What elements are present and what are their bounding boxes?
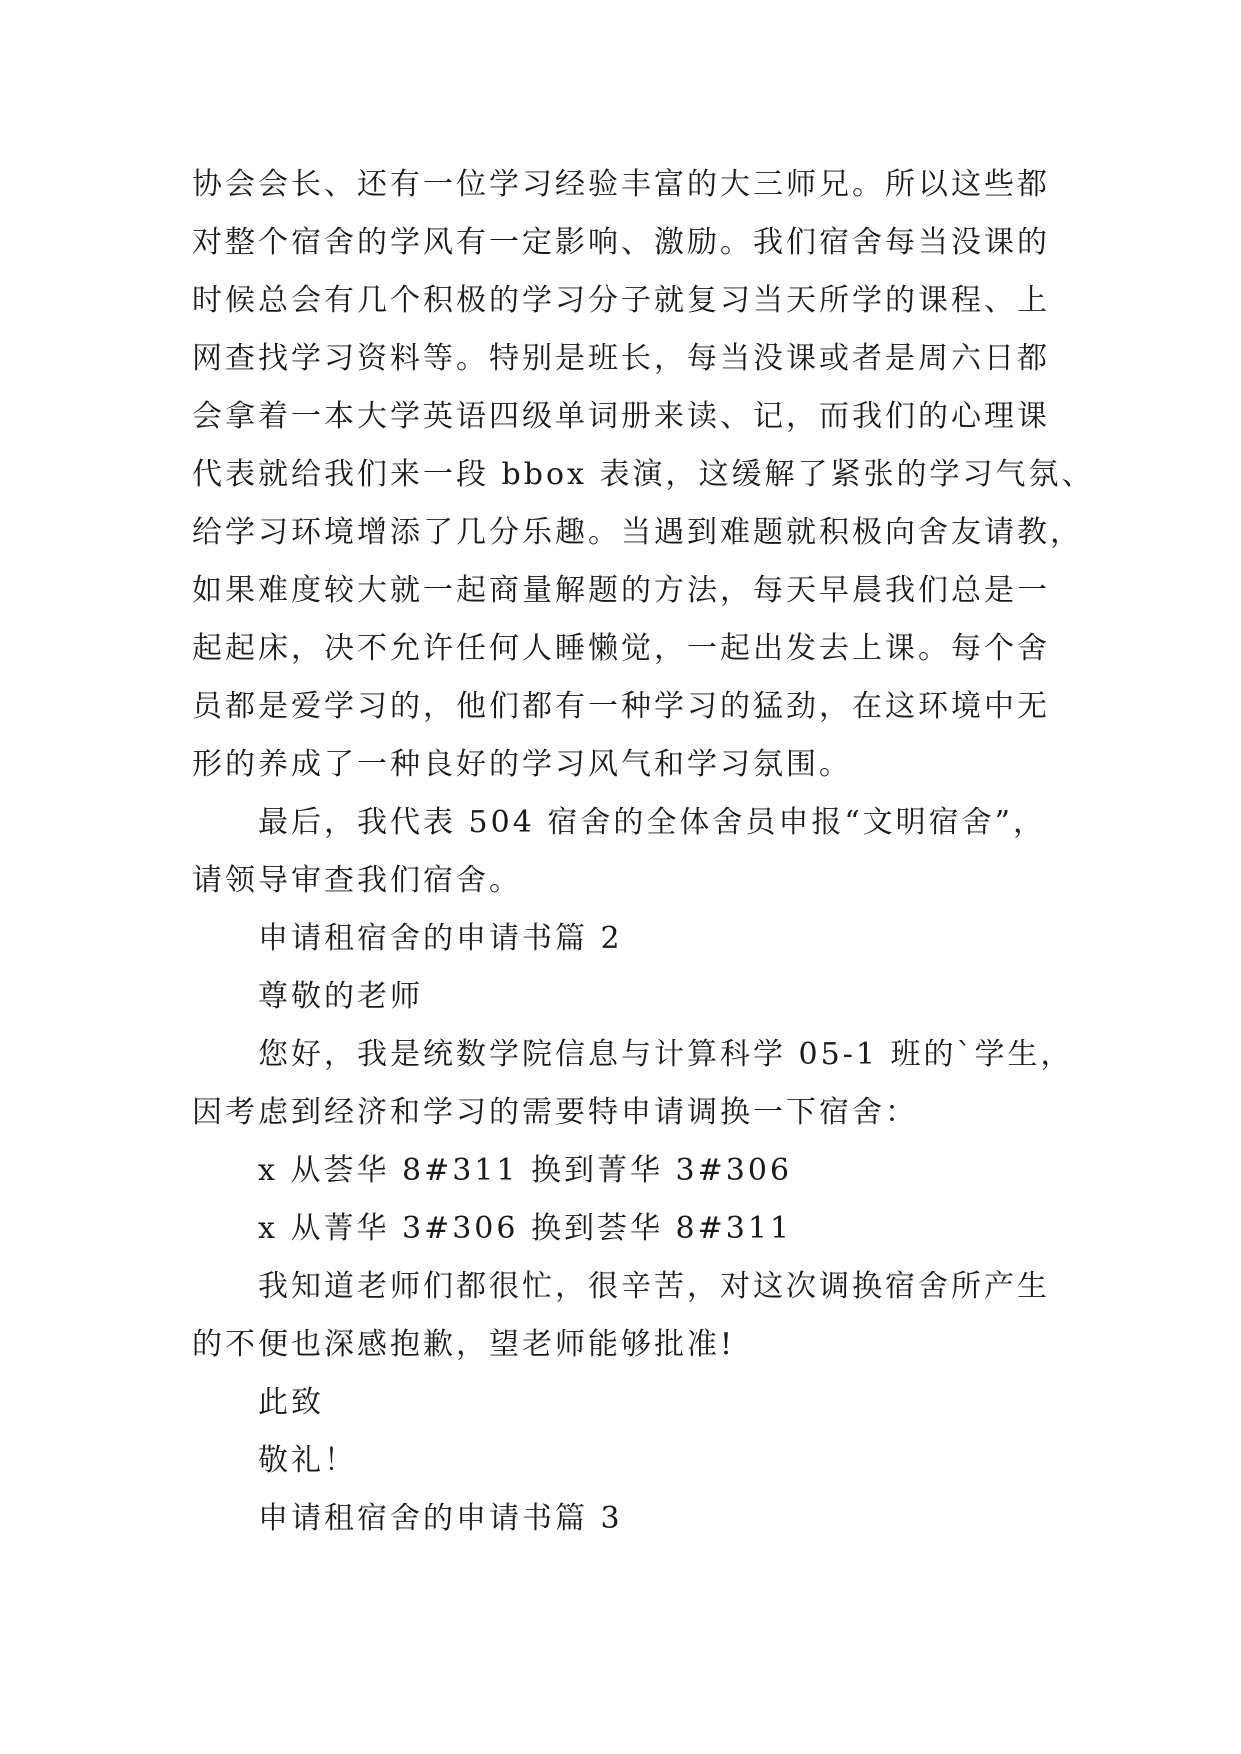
section-heading: 申请租宿舍的申请书篇 2 [258, 921, 623, 956]
salutation: 尊敬的老师 [258, 979, 423, 1014]
closing-line: 此致 [258, 1385, 324, 1420]
closing-line: 敬礼！ [258, 1443, 357, 1478]
paragraph-first-line: 您好，我是统数学院信息与计算科学 05-1 班的`学生， [258, 1037, 1074, 1072]
document-body [192, 156, 1095, 1548]
text-line: 对整个宿舍的学风有一定影响、激励。我们宿舍每当没课的 [192, 225, 1050, 260]
text-line: 协会会长、还有一位学习经验丰富的大三师兄。所以这些都 [192, 167, 1050, 202]
list-item: x 从菁华 3#306 换到荟华 8#311 [258, 1211, 793, 1246]
text-line: 给学习环境增添了几分乐趣。当遇到难题就积极向舍友请教， [192, 515, 1083, 550]
text-line: 如果难度较大就一起商量解题的方法，每天早晨我们总是一 [192, 573, 1050, 608]
paragraph-first-line: 我知道老师们都很忙，很辛苦，对这次调换宿舍所产生 [258, 1269, 1050, 1304]
text-line: 代表就给我们来一段 bbox 表演，这缓解了紧张的学习气氛、 [192, 457, 1095, 492]
list-item: x 从荟华 8#311 换到菁华 3#306 [258, 1153, 793, 1188]
text-line: 网查找学习资料等。特别是班长，每当没课或者是周六日都 [192, 341, 1050, 376]
text-line: 时候总会有几个积极的学习分子就复习当天所学的课程、上 [192, 283, 1050, 318]
text-line: 会拿着一本大学英语四级单词册来读、记，而我们的心理课 [192, 399, 1050, 434]
text-line: 形的养成了一种良好的学习风气和学习氛围。 [192, 747, 852, 782]
paragraph-first-line: 最后，我代表 504 宿舍的全体舍员申报“文明宿舍”， [258, 805, 1047, 840]
text-line: 请领导审查我们宿舍。 [192, 863, 522, 898]
text-line: 的不便也深感抱歉，望老师能够批准! [192, 1327, 736, 1362]
text-line: 员都是爱学习的，他们都有一种学习的猛劲，在这环境中无 [192, 689, 1050, 724]
text-line: 起起床，决不允许任何人睡懒觉，一起出发去上课。每个舍 [192, 631, 1050, 666]
text-line: 因考虑到经济和学习的需要特申请调换一下宿舍： [192, 1095, 918, 1130]
section-heading: 申请租宿舍的申请书篇 3 [258, 1501, 623, 1536]
